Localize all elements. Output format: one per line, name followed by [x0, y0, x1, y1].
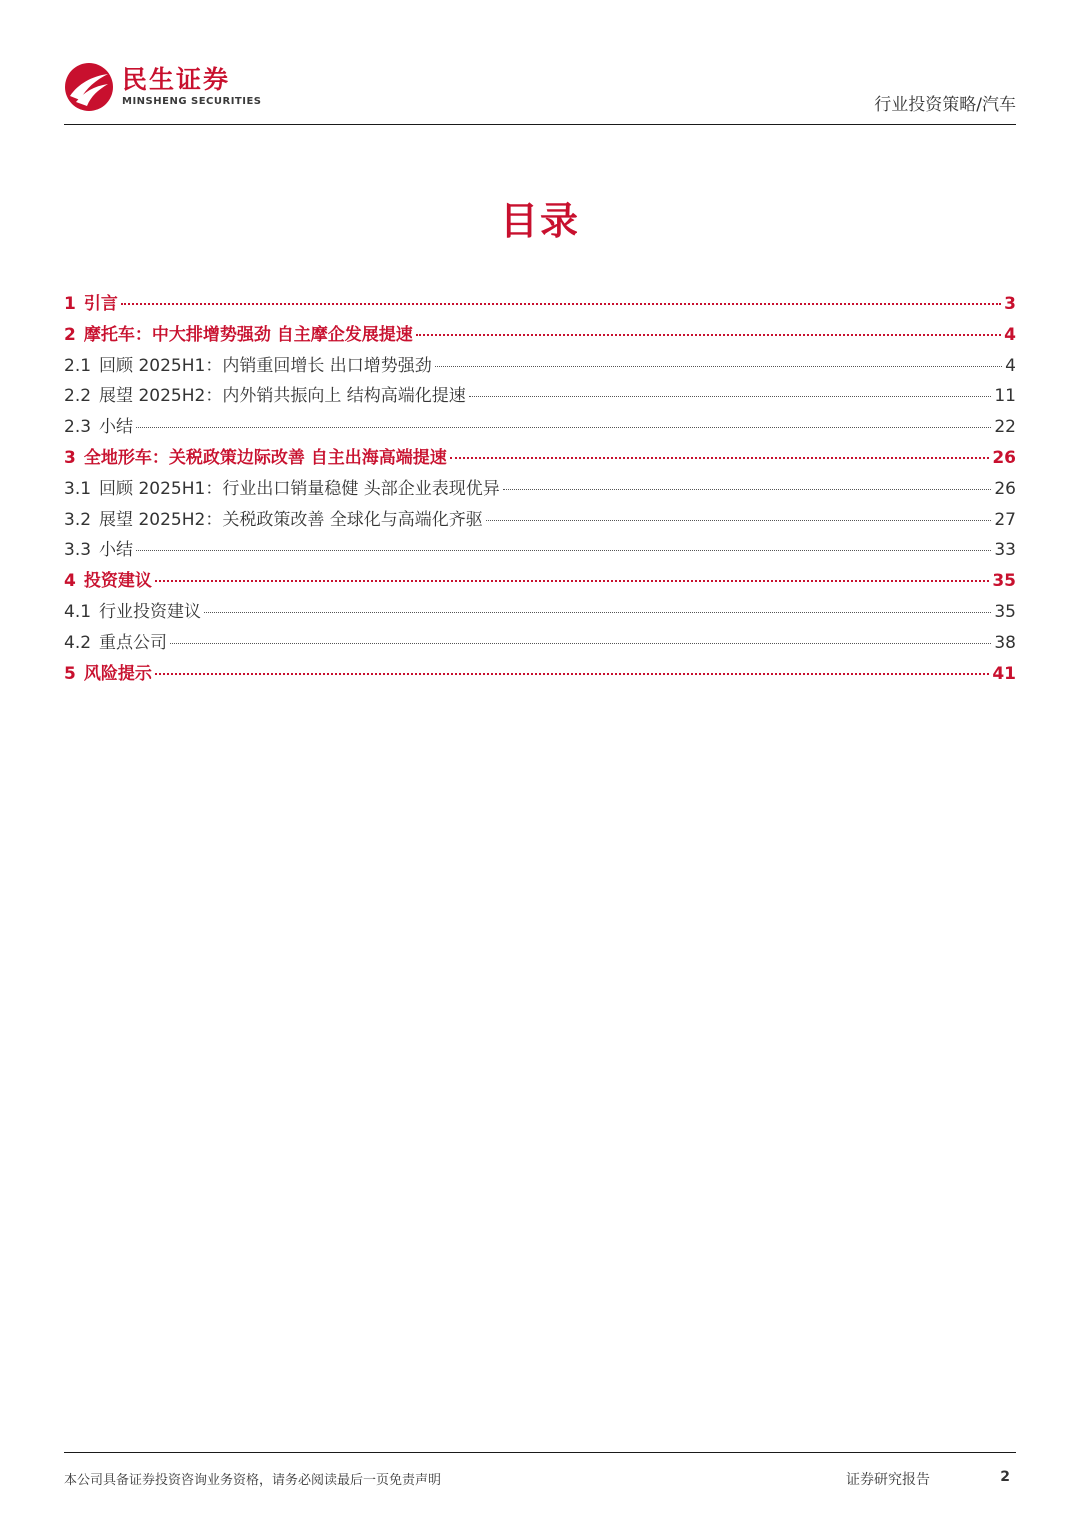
toc-leader-dots	[469, 396, 992, 397]
toc-leader-dots	[486, 520, 992, 521]
toc-entry-number: 5	[64, 663, 76, 684]
toc-entry[interactable]	[64, 381, 1016, 412]
toc-entry-number: 4	[64, 571, 76, 592]
toc-leader-dots	[121, 303, 1001, 305]
toc-entry-page: 3	[1004, 294, 1016, 314]
toc-entry-page: 11	[994, 386, 1016, 407]
toc-entry-label: 回顾 2025H1：内销重回增长 出口增势强劲	[99, 355, 432, 376]
toc-entry-page: 38	[994, 632, 1016, 653]
toc-leader-dots	[503, 489, 992, 490]
toc-leader-dots	[136, 427, 991, 428]
brand-logo	[64, 62, 262, 112]
toc-entry-number: 2.1	[64, 355, 92, 376]
toc-entry-page: 33	[994, 540, 1016, 561]
table-of-contents	[64, 289, 1016, 689]
toc-entry-label: 展望 2025H2：关税政策改善 全球化与高端化齐驱	[99, 509, 483, 530]
toc-entry-page: 22	[994, 417, 1016, 438]
toc-leader-dots	[170, 643, 991, 644]
toc-entry-page: 27	[994, 509, 1016, 530]
toc-entry[interactable]	[64, 351, 1016, 382]
page-header	[64, 56, 1016, 125]
toc-entry-label: 小结	[99, 540, 134, 561]
toc-entry-label: 回顾 2025H1：行业出口销量稳健 头部企业表现优异	[99, 478, 500, 499]
toc-entry-number: 4.2	[64, 632, 92, 653]
toc-entry[interactable]	[64, 474, 1016, 505]
toc-entry[interactable]	[64, 597, 1016, 628]
report-category: 行业投资策略/汽车	[874, 95, 1016, 115]
toc-entry[interactable]	[64, 289, 1016, 320]
toc-entry-number: 3	[64, 447, 76, 468]
toc-entry[interactable]	[64, 505, 1016, 536]
toc-entry-label: 风险提示	[83, 663, 152, 684]
disclaimer-text: 本公司具备证券投资咨询业务资格，请务必阅读最后一页免责声明	[64, 1473, 442, 1488]
toc-entry-page: 41	[992, 663, 1016, 684]
toc-entry-label: 展望 2025H2：内外销共振向上 结构高端化提速	[99, 386, 466, 407]
toc-entry-number: 2	[64, 324, 76, 345]
toc-entry-number: 2.2	[64, 386, 92, 407]
toc-entry-label: 行业投资建议	[99, 601, 202, 622]
toc-leader-dots	[155, 673, 989, 675]
page-number: 2	[1000, 1469, 1010, 1485]
toc-entry-number: 3.2	[64, 509, 92, 530]
toc-entry[interactable]	[64, 659, 1016, 690]
toc-entry[interactable]	[64, 535, 1016, 566]
toc-entry-page: 35	[992, 571, 1016, 592]
brand-name-en: MINSHENG SECURITIES	[122, 96, 262, 107]
toc-entry-label: 小结	[99, 417, 134, 438]
toc-entry-number: 2.3	[64, 417, 92, 438]
toc-entry[interactable]	[64, 412, 1016, 443]
toc-leader-dots	[435, 366, 1002, 367]
toc-entry-label: 投资建议	[83, 571, 152, 592]
toc-entry-page: 26	[992, 447, 1016, 468]
toc-entry[interactable]	[64, 443, 1016, 474]
toc-leader-dots	[416, 334, 1001, 336]
toc-entry-label: 摩托车：中大排增势强劲 自主摩企发展提速	[83, 324, 413, 345]
toc-entry-page: 26	[994, 478, 1016, 499]
toc-entry-page: 35	[994, 601, 1016, 622]
toc-entry-number: 1	[64, 294, 76, 314]
toc-entry-page: 4	[1005, 355, 1016, 376]
toc-entry-number: 3.1	[64, 478, 92, 499]
brand-name-cn: 民生证券	[122, 65, 231, 94]
toc-leader-dots	[450, 457, 990, 459]
toc-entry[interactable]	[64, 566, 1016, 597]
toc-entry-number: 3.3	[64, 540, 92, 561]
toc-entry[interactable]	[64, 628, 1016, 659]
toc-entry-label: 引言	[83, 294, 118, 314]
toc-leader-dots	[155, 580, 989, 582]
toc-title: 目录	[499, 199, 580, 243]
toc-entry-label: 重点公司	[99, 632, 168, 653]
toc-entry-label: 全地形车：关税政策边际改善 自主出海高端提速	[83, 447, 447, 468]
minsheng-logo-icon	[64, 62, 114, 112]
toc-entry-number: 4.1	[64, 601, 92, 622]
toc-entry[interactable]	[64, 320, 1016, 351]
page-footer	[64, 1452, 1016, 1493]
toc-entry-page: 4	[1004, 324, 1016, 345]
toc-leader-dots	[204, 612, 991, 613]
report-type-label: 证券研究报告	[846, 1472, 930, 1488]
toc-leader-dots	[136, 550, 991, 551]
